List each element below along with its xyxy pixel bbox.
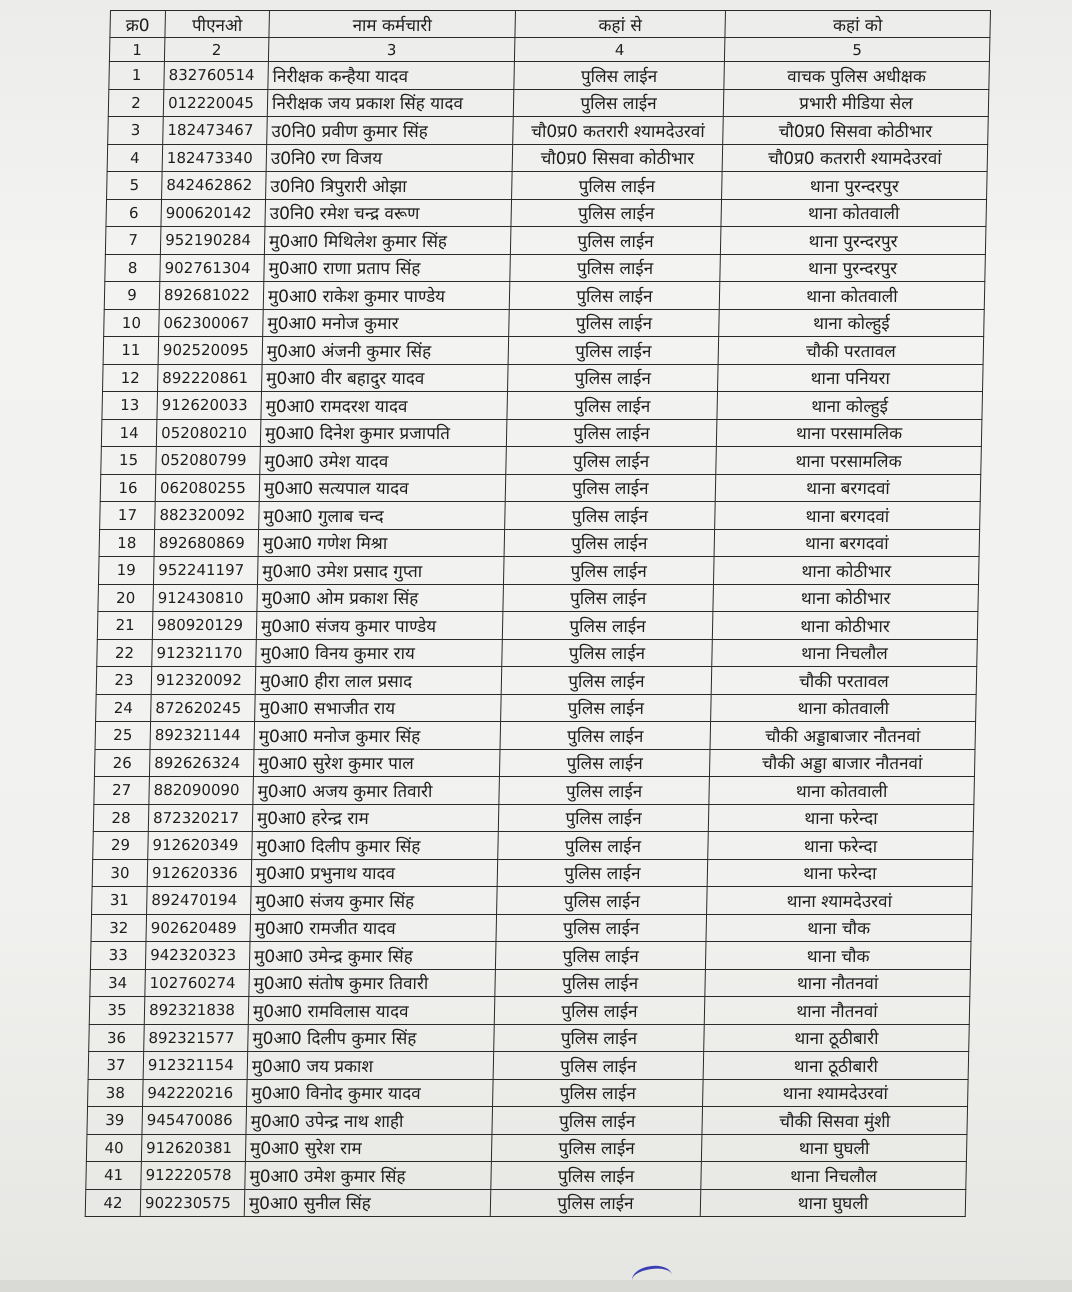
employee-name-cell: मु0आ0 ओम प्रकाश सिंह [257,584,504,612]
from-location-cell: पुलिस लाईन [514,62,725,90]
table-row [108,117,989,145]
pno-cell: 912620349 [148,832,253,860]
pno-cell: 872320217 [148,804,253,832]
employee-name-cell: मु0आ0 राणा प्रताप सिंह [264,254,511,282]
table-row [94,777,975,805]
pno-cell: 900620142 [161,199,266,227]
pno-cell: 912620336 [147,859,252,887]
to-location-cell: थाना श्यामदेउरवां [707,887,973,915]
serial-number-cell: 39 [87,1107,143,1135]
pno-cell: 912220578 [141,1162,246,1190]
header-to: कहां को [725,11,991,38]
pno-cell: 012220045 [163,89,268,117]
pno-cell: 062300067 [159,309,264,337]
from-location-cell: पुलिस लाईन [495,942,706,970]
to-location-cell: थाना चौक [705,942,971,970]
pno-cell: 902620489 [146,914,251,942]
pno-cell: 882090090 [149,777,254,805]
serial-number-cell: 13 [102,392,158,420]
from-location-cell: पुलिस लाईन [505,502,716,530]
table-row [94,749,975,777]
serial-number-cell: 24 [96,694,152,722]
to-location-cell: थाना नौतनवां [705,969,971,997]
table-row [90,942,971,970]
pno-cell: 912620033 [157,392,262,420]
employee-name-cell: उ0नि0 त्रिपुरारी ओझा [266,172,513,200]
serial-number-cell: 34 [90,969,146,997]
from-location-cell: पुलिस लाईन [507,392,718,420]
to-location-cell: थाना ठूठीबारी [703,1052,969,1080]
employee-name-cell: मु0आ0 हरेन्द्र राम [252,804,499,832]
from-location-cell: पुलिस लाईन [501,694,712,722]
pno-cell: 912620381 [141,1134,246,1162]
employee-name-cell: निरीक्षक कन्हैया यादव [268,62,515,90]
from-location-cell: पुलिस लाईन [508,337,719,365]
employee-name-cell: मु0आ0 दिलीप कुमार सिंह [248,1024,495,1052]
table-row [109,62,990,90]
pno-cell: 892680869 [154,529,259,557]
from-location-cell: पुलिस लाईन [499,749,710,777]
employee-name-cell: मु0आ0 वीर बहादुर यादव [262,364,509,392]
from-location-cell: पुलिस लाईन [503,584,714,612]
to-location-cell: थाना पुरन्दरपुर [722,172,988,200]
table-row [103,337,984,365]
employee-name-cell: मु0आ0 मनोज कुमार [263,309,510,337]
from-location-cell: पुलिस लाईन [499,777,710,805]
to-location-cell: चौकी सिसवा मुंशी [702,1107,968,1135]
employee-name-cell: मु0आ0 मनोज कुमार सिंह [254,722,501,750]
table-row [103,364,984,392]
from-location-cell: पुलिस लाईन [497,859,708,887]
table-row [95,722,976,750]
to-location-cell: थाना कोतवाली [719,282,985,310]
serial-number-cell: 18 [99,529,155,557]
transfer-table [85,10,991,1217]
serial-number-cell: 41 [86,1162,142,1190]
to-location-cell: थाना बरगदवां [715,502,981,530]
from-location-cell: पुलिस लाईन [493,1079,704,1107]
from-location-cell: पुलिस लाईन [512,172,723,200]
serial-number-cell: 6 [106,199,162,227]
serial-number-cell: 15 [101,447,157,475]
to-location-cell: थाना पुरन्दरपुर [720,254,986,282]
serial-number-cell: 17 [100,502,156,530]
to-location-cell: थाना फरेन्दा [708,832,974,860]
employee-name-cell: मु0आ0 विनय कुमार राय [256,639,503,667]
table-row [97,612,978,640]
to-location-cell: थाना पुरन्दरपुर [720,227,986,255]
serial-number-cell: 20 [98,584,154,612]
serial-number-cell: 9 [104,282,160,310]
table-row [101,447,982,475]
pno-cell: 062080255 [155,474,260,502]
serial-number-cell: 29 [93,832,149,860]
employee-name-cell: उ0नि0 रमेश चन्द्र वरूण [265,199,512,227]
employee-name-cell: उ0नि0 रण विजय [266,144,513,172]
from-location-cell: पुलिस लाईन [502,612,713,640]
employee-name-cell: मु0आ0 उमेश कुमार सिंह [245,1162,492,1190]
to-location-cell: चौकी परतावल [718,337,984,365]
pno-cell: 952190284 [160,227,265,255]
table-row [104,282,985,310]
table-row [92,859,973,887]
pno-cell: 052080210 [156,419,261,447]
from-location-cell: पुलिस लाईन [506,419,717,447]
pno-cell: 912321170 [152,639,257,667]
serial-number-cell: 30 [92,859,148,887]
table-row [105,254,986,282]
employee-name-cell: मु0आ0 सुरेश कुमार पाल [253,749,500,777]
table-row [107,144,988,172]
table-row [93,804,974,832]
from-location-cell: चौ0प्र0 सिसवा कोठीभार [512,144,723,172]
table-row [100,502,981,530]
employee-name-cell: मु0आ0 प्रभुनाथ यादव [251,859,498,887]
table-row [89,997,970,1025]
column-number: 5 [724,38,990,62]
to-location-cell: थाना कोठीभार [713,557,979,585]
serial-number-cell: 5 [107,172,163,200]
serial-number-cell: 22 [97,639,153,667]
serial-number-cell: 32 [91,914,147,942]
pno-cell: 872620245 [151,694,256,722]
header-from: कहां से [515,11,726,38]
pno-cell: 832760514 [164,62,269,90]
serial-number-cell: 37 [88,1052,144,1080]
table-row [105,227,986,255]
column-number: 1 [109,38,165,62]
to-location-cell: थाना फरेन्दा [707,859,973,887]
employee-name-cell: मु0आ0 संजय कुमार सिंह [251,887,498,915]
from-location-cell: पुलिस लाईन [510,254,721,282]
pno-cell: 912321154 [143,1052,248,1080]
serial-number-cell: 2 [108,89,164,117]
from-location-cell: पुलिस लाईन [494,1024,705,1052]
pno-cell: 182473467 [163,117,268,145]
table-row [102,392,983,420]
serial-number-cell: 36 [89,1024,145,1052]
to-location-cell: थाना श्यामदेउरवां [703,1079,969,1107]
pno-cell: 892321144 [150,722,255,750]
pno-cell: 902761304 [160,254,265,282]
to-location-cell: थाना निचलौल [712,639,978,667]
from-location-cell: पुलिस लाईन [498,832,709,860]
column-number: 2 [164,38,269,62]
employee-name-cell: मु0आ0 जय प्रकाश [247,1052,494,1080]
employee-name-cell: उ0नि0 प्रवीण कुमार सिंह [267,117,514,145]
pno-cell: 945470086 [142,1107,247,1135]
serial-number-cell: 16 [100,474,156,502]
table-row [96,667,977,695]
to-location-cell: थाना फरेन्दा [708,804,974,832]
table-row [106,199,987,227]
employee-name-cell: मु0आ0 उमेश यादव [260,447,507,475]
to-location-cell: थाना पनियरा [718,364,984,392]
employee-name-cell: निरीक्षक जय प्रकाश सिंह यादव [267,89,514,117]
from-location-cell: पुलिस लाईन [513,89,724,117]
employee-name-cell: मु0आ0 अंजनी कुमार सिंह [262,337,509,365]
to-location-cell: चौ0प्र0 कतरारी श्यामदेउरवां [722,144,988,172]
to-location-cell: थाना नौतनवां [704,997,970,1025]
from-location-cell: पुलिस लाईन [505,474,716,502]
from-location-cell: पुलिस लाईन [503,557,714,585]
to-location-cell: प्रभारी मीडिया सेल [723,89,989,117]
serial-number-cell: 3 [108,117,164,145]
employee-name-cell: मु0आ0 राकेश कुमार पाण्डेय [263,282,510,310]
serial-number-cell: 11 [103,337,159,365]
to-location-cell: वाचक पुलिस अधीक्षक [724,62,990,90]
to-location-cell: थाना बरगदवां [715,474,981,502]
serial-number-cell: 38 [88,1079,144,1107]
from-location-cell: पुलिस लाईन [510,227,721,255]
serial-number-cell: 28 [93,804,149,832]
pno-cell: 052080799 [156,447,261,475]
pno-cell: 912430810 [153,584,258,612]
from-location-cell: पुलिस लाईन [491,1162,702,1190]
serial-number-cell: 4 [107,144,163,172]
table-header [109,11,990,62]
serial-number-cell: 8 [105,254,161,282]
table-row [88,1052,969,1080]
serial-number-cell: 1 [109,62,165,90]
pno-cell: 182473340 [162,144,267,172]
from-location-cell: पुलिस लाईन [509,309,720,337]
to-location-cell: थाना परसामलिक [716,419,982,447]
serial-number-cell: 7 [105,227,161,255]
from-location-cell: चौ0प्र0 कतरारी श्यामदेउरवां [513,117,724,145]
table-row [107,172,988,200]
serial-number-cell: 31 [92,887,148,915]
employee-name-cell: मु0आ0 संतोष कुमार तिवारी [249,969,496,997]
from-location-cell: पुलिस लाईन [496,914,707,942]
to-location-cell: थाना कोतवाली [709,777,975,805]
from-location-cell: पुलिस लाईन [491,1134,702,1162]
serial-number-cell: 12 [103,364,159,392]
table-row [108,89,989,117]
pno-cell: 102760274 [145,969,250,997]
pno-cell: 892626324 [149,749,254,777]
from-location-cell: पुलिस लाईन [492,1107,703,1135]
table-row [93,832,974,860]
pno-cell: 892321577 [144,1024,249,1052]
serial-number-cell: 26 [94,749,150,777]
employee-name-cell: मु0आ0 उपेन्द्र नाथ शाही [246,1107,493,1135]
pno-cell: 882320092 [155,502,260,530]
table-row [96,694,977,722]
to-location-cell: थाना कोल्हुई [719,309,985,337]
header-serial: क्र0 [110,11,166,38]
serial-number-cell: 21 [97,612,153,640]
pno-cell: 942220216 [143,1079,248,1107]
table-row [91,914,972,942]
employee-name-cell: मु0आ0 दिलीप कुमार सिंह [252,832,499,860]
column-number: 3 [268,38,515,62]
serial-number-cell: 27 [94,777,150,805]
to-location-cell: थाना बरगदवां [714,529,980,557]
employee-name-cell: मु0आ0 संजय कुमार पाण्डेय [256,612,503,640]
from-location-cell: पुलिस लाईन [490,1189,701,1217]
employee-name-cell: मु0आ0 सत्यपाल यादव [259,474,506,502]
employee-name-cell: मु0आ0 उमेश प्रसाद गुप्ता [257,557,504,585]
from-location-cell: पुलिस लाईन [506,447,717,475]
employee-name-cell: मु0आ0 गुलाब चन्द [259,502,506,530]
from-location-cell: पुलिस लाईन [511,199,722,227]
from-location-cell: पुलिस लाईन [493,1052,704,1080]
employee-name-cell: मु0आ0 रामदरश यादव [261,392,508,420]
serial-number-cell: 40 [86,1134,142,1162]
serial-number-cell: 25 [95,722,151,750]
table-body [85,62,989,1217]
table-row [100,474,981,502]
employee-name-cell: मु0आ0 उमेन्द्र कुमार सिंह [249,942,496,970]
employee-name-cell: मु0आ0 मिथिलेश कुमार सिंह [264,227,511,255]
from-location-cell: पुलिस लाईन [504,529,715,557]
header-employee-name: नाम कर्मचारी [269,11,516,38]
table-row [86,1162,967,1190]
pno-cell: 892321838 [144,997,249,1025]
serial-number-cell: 14 [101,419,157,447]
employee-name-cell: मु0आ0 रामजीत यादव [250,914,497,942]
employee-name-cell: मु0आ0 दिनेश कुमार प्रजापति [260,419,507,447]
to-location-cell: थाना चौक [706,914,972,942]
employee-name-cell: मु0आ0 रामविलास यादव [248,997,495,1025]
table-row [98,557,979,585]
column-number: 4 [514,38,725,62]
to-location-cell: थाना कोठीभार [713,584,979,612]
table-row [88,1079,969,1107]
table-row [90,969,971,997]
from-location-cell: पुलिस लाईन [494,997,705,1025]
serial-number-cell: 23 [96,667,152,695]
serial-number-cell: 10 [104,309,160,337]
serial-number-cell: 35 [89,997,145,1025]
table-row [86,1134,967,1162]
to-location-cell: थाना परसामलिक [716,447,982,475]
from-location-cell: पुलिस लाईन [501,667,712,695]
pno-cell: 942320323 [145,942,250,970]
from-location-cell: पुलिस लाईन [500,722,711,750]
pno-cell: 892470194 [147,887,252,915]
to-location-cell: चौकी अड्डा बाजार नौतनवां [709,749,975,777]
ink-mark [631,1263,674,1291]
to-location-cell: थाना ठूठीबारी [704,1024,970,1052]
from-location-cell: पुलिस लाईन [502,639,713,667]
to-location-cell: थाना घुघली [700,1189,966,1217]
to-location-cell: थाना कोठीभार [712,612,978,640]
to-location-cell: थाना कोल्हुई [717,392,983,420]
table-row [85,1189,966,1217]
employee-name-cell: मु0आ0 सुरेश राम [245,1134,492,1162]
employee-name-cell: मु0आ0 गणेश मिश्रा [258,529,505,557]
to-location-cell: थाना कोतवाली [721,199,987,227]
serial-number-cell: 33 [90,942,146,970]
table-row [97,639,978,667]
employee-name-cell: मु0आ0 विनोद कुमार यादव [247,1079,494,1107]
to-location-cell: चौ0प्र0 सिसवा कोठीभार [723,117,989,145]
serial-number-cell: 42 [85,1189,141,1217]
table-row [99,529,980,557]
from-location-cell: पुलिस लाईन [508,364,719,392]
table-row [89,1024,970,1052]
pno-cell: 952241197 [153,557,258,585]
table-row [92,887,973,915]
to-location-cell: थाना कोतवाली [711,694,977,722]
pno-cell: 892681022 [159,282,264,310]
to-location-cell: थाना निचलौल [701,1162,967,1190]
from-location-cell: पुलिस लाईन [495,969,706,997]
pno-cell: 980920129 [152,612,257,640]
from-location-cell: पुलिस लाईन [497,887,708,915]
pno-cell: 902230575 [140,1189,245,1217]
table-row [87,1107,968,1135]
table-row [104,309,985,337]
pno-cell: 842462862 [162,172,267,200]
to-location-cell: चौकी अड्डाबाजार नौतनवां [710,722,976,750]
pno-cell: 912320092 [151,667,256,695]
to-location-cell: चौकी परतावल [711,667,977,695]
to-location-cell: थाना घुघली [701,1134,967,1162]
serial-number-cell: 19 [98,557,154,585]
from-location-cell: पुलिस लाईन [498,804,709,832]
employee-name-cell: मु0आ0 अजय कुमार तिवारी [253,777,500,805]
pno-cell: 902520095 [158,337,263,365]
table-row [101,419,982,447]
pno-cell: 892220861 [158,364,263,392]
employee-name-cell: मु0आ0 सभाजीत राय [255,694,502,722]
from-location-cell: पुलिस लाईन [509,282,720,310]
header-pno: पीएनओ [165,11,270,38]
employee-name-cell: मु0आ0 सुनील सिंह [244,1189,491,1217]
employee-name-cell: मु0आ0 हीरा लाल प्रसाद [255,667,502,695]
table-row [98,584,979,612]
